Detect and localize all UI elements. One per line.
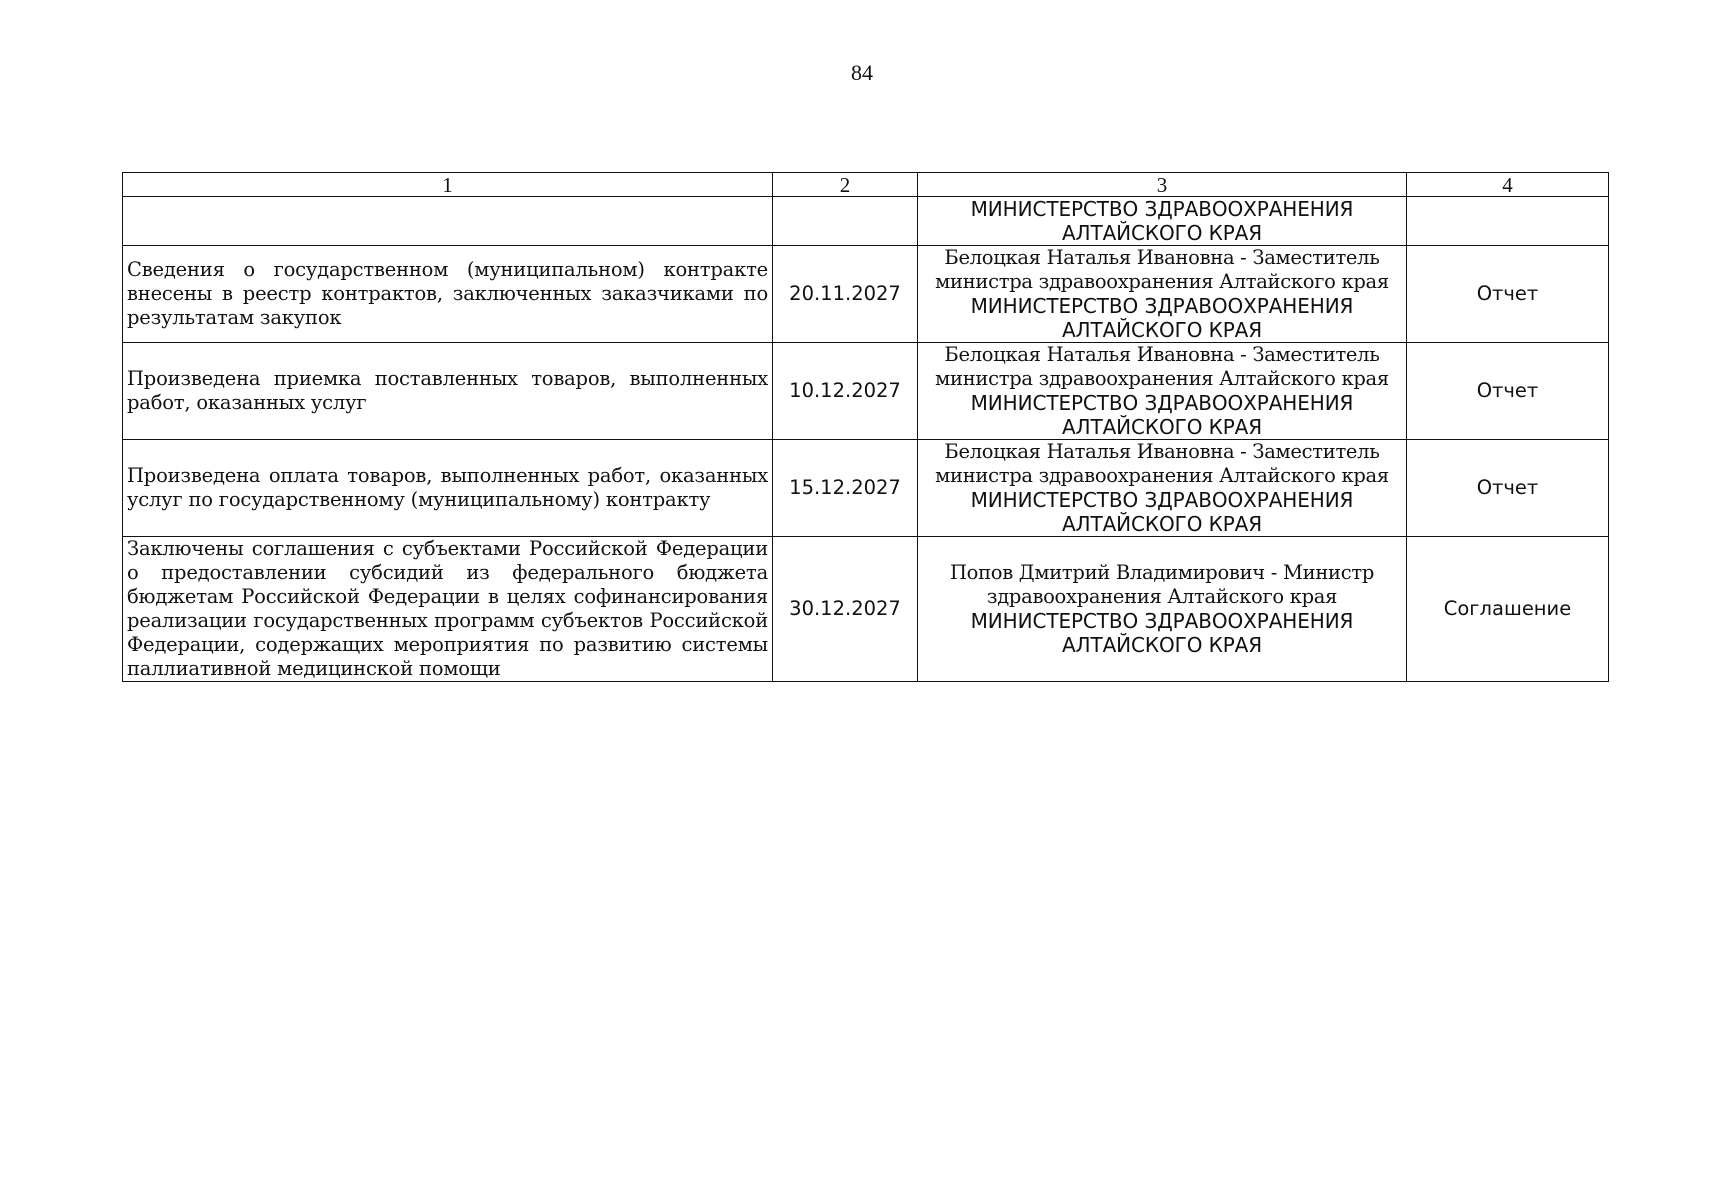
description-cell: Заключены соглашения с субъектами Российской Федерации о предоставлении субсидий из федерального бюджета бюджетам Российской Федерации в целях софинансирования реализации государственных программ субъектов Российской Федерации, содержащих мероприятия по развитию системы паллиативной медицинской помощи — [123, 537, 773, 682]
responsible-cell — [918, 537, 1407, 682]
table-header-row — [123, 173, 1609, 197]
document-type-cell: Соглашение — [1407, 537, 1609, 682]
responsible-cell — [918, 343, 1407, 440]
date-cell: 20.11.2027 — [773, 246, 918, 343]
control-points-table — [122, 172, 1609, 682]
date-cell: 15.12.2027 — [773, 440, 918, 537]
date-cell: 10.12.2027 — [773, 343, 918, 440]
description-cell: Сведения о государственном (муниципальном) контракте внесены в реестр контрактов, заключенных заказчиками по результатам закупок — [123, 246, 773, 343]
table-row — [123, 440, 1609, 537]
column-number-3: 3 — [918, 173, 1407, 197]
column-number-1: 1 — [123, 173, 773, 197]
responsible-organization: МИНИСТЕРСТВО ЗДРАВООХРАНЕНИЯ АЛТАЙСКОГО КРАЯ — [970, 294, 1354, 342]
document-type-cell-empty — [1407, 197, 1609, 246]
description-cell: Произведена приемка поставленных товаров, выполненных работ, оказанных услуг — [123, 343, 773, 440]
description-cell-empty — [123, 197, 773, 246]
date-cell-empty — [773, 197, 918, 246]
responsible-person: Попов Дмитрий Владимирович - Министр здравоохранения Алтайского края — [949, 561, 1375, 608]
column-number-2: 2 — [773, 173, 918, 197]
responsible-organization: МИНИСТЕРСТВО ЗДРАВООХРАНЕНИЯ АЛТАЙСКОГО КРАЯ — [970, 197, 1354, 245]
responsible-person: Белоцкая Наталья Ивановна - Заместитель министра здравоохранения Алтайского края — [935, 246, 1389, 293]
document-type-cell: Отчет — [1407, 343, 1609, 440]
table-row — [123, 246, 1609, 343]
description-cell: Произведена оплата товаров, выполненных работ, оказанных услуг по государственному (муниципальному) контракту — [123, 440, 773, 537]
table-row — [123, 537, 1609, 682]
page-number: 84 — [851, 60, 873, 85]
responsible-cell — [918, 440, 1407, 537]
document-type-cell: Отчет — [1407, 246, 1609, 343]
table-row-continuation — [123, 197, 1609, 246]
responsible-organization: МИНИСТЕРСТВО ЗДРАВООХРАНЕНИЯ АЛТАЙСКОГО КРАЯ — [970, 391, 1354, 439]
responsible-cell — [918, 246, 1407, 343]
responsible-cell — [918, 197, 1407, 246]
table-row — [123, 343, 1609, 440]
responsible-person: Белоцкая Наталья Ивановна - Заместитель министра здравоохранения Алтайского края — [935, 440, 1389, 487]
column-number-4: 4 — [1407, 173, 1609, 197]
responsible-person: Белоцкая Наталья Ивановна - Заместитель министра здравоохранения Алтайского края — [935, 343, 1389, 390]
document-type-cell: Отчет — [1407, 440, 1609, 537]
responsible-organization: МИНИСТЕРСТВО ЗДРАВООХРАНЕНИЯ АЛТАЙСКОГО КРАЯ — [970, 609, 1354, 657]
responsible-organization: МИНИСТЕРСТВО ЗДРАВООХРАНЕНИЯ АЛТАЙСКОГО КРАЯ — [970, 488, 1354, 536]
date-cell: 30.12.2027 — [773, 537, 918, 682]
